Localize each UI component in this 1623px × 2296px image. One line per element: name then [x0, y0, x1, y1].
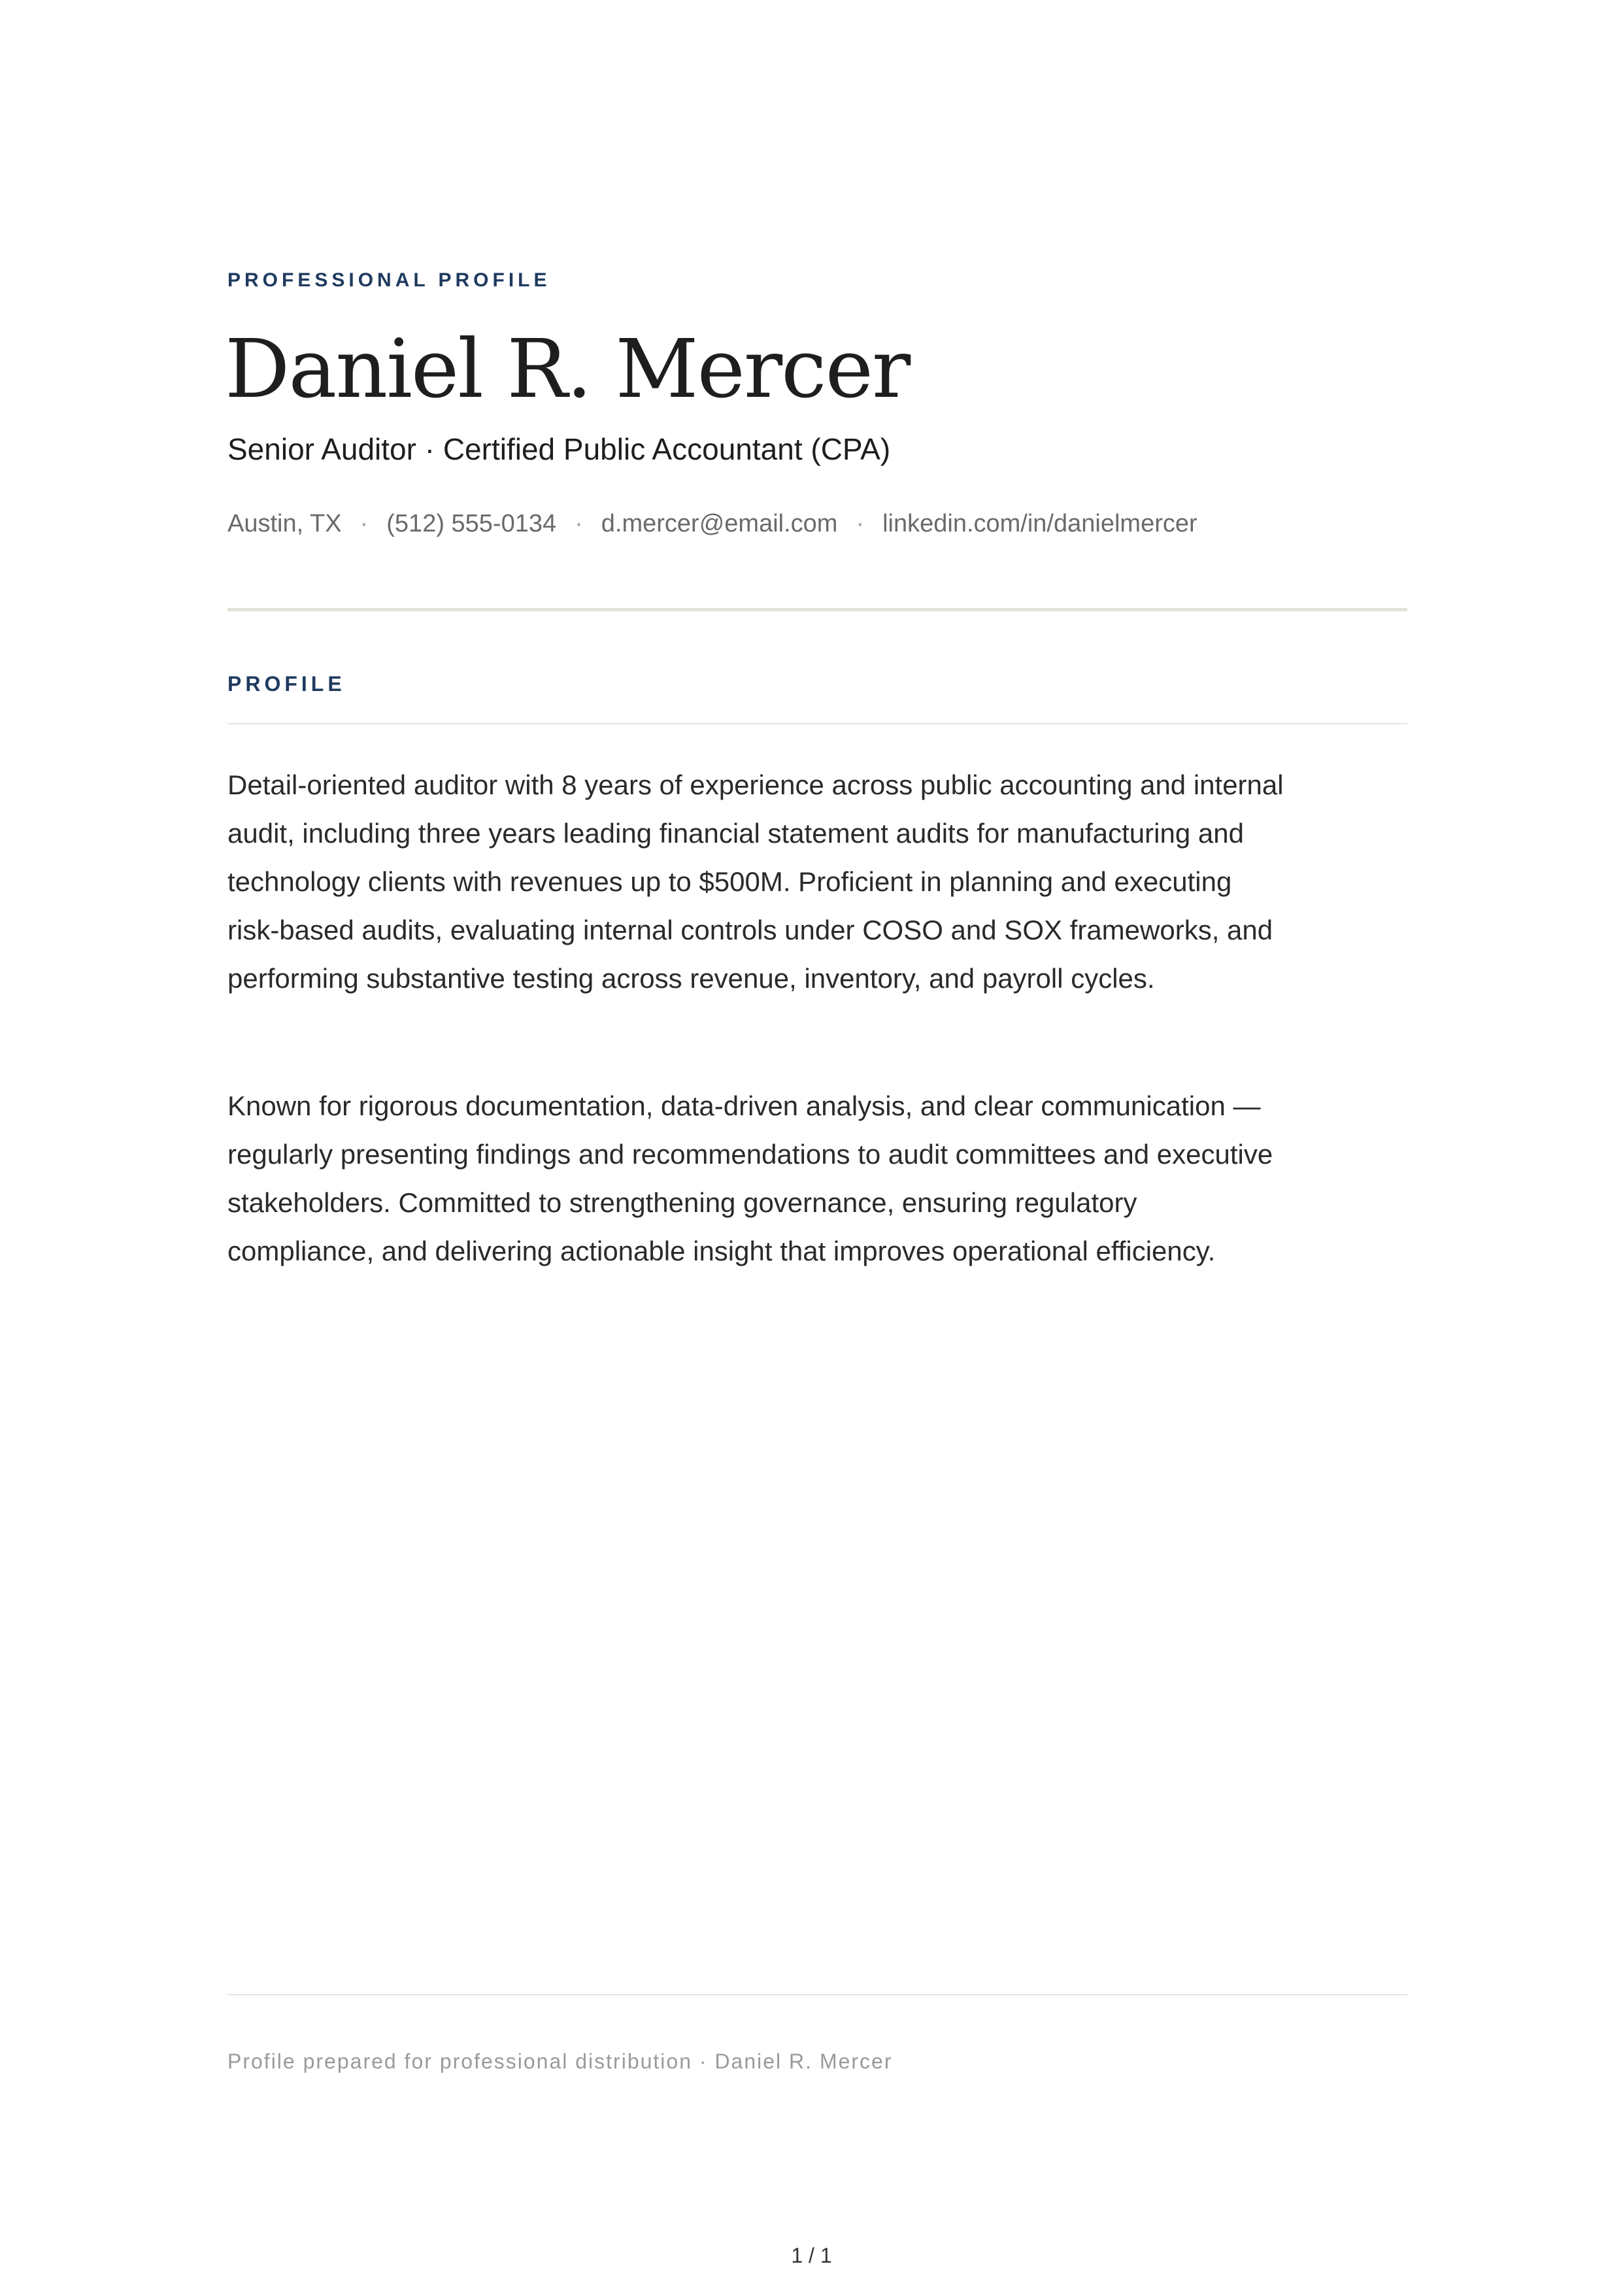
contact-separator: · [575, 510, 583, 537]
contact-linkedin: linkedin.com/in/danielmercer [882, 510, 1197, 537]
footer-note: Profile prepared for professional distribution · Daniel R. Mercer [227, 2050, 893, 2073]
footer-divider [227, 1994, 1407, 1995]
job-title: Senior Auditor · Certified Public Accountant (CPA) [227, 432, 891, 466]
person-name: Daniel R. Mercer [225, 322, 910, 416]
page-number: 1 / 1 [791, 2244, 832, 2267]
contact-line [227, 510, 1197, 538]
contact-phone: (512) 555-0134 [386, 510, 557, 537]
contact-separator: · [360, 510, 369, 537]
contact-email: d.mercer@email.com [601, 510, 838, 537]
profile-paragraph: Detail-oriented auditor with 8 years of experience across public accounting and internal audit, including three years leading financial statement audits for manufacturing and technology clients with revenues up to $500M. Proficient in planning and executing risk-based audits, evaluating internal controls under COSO and SOX frameworks, and performing substantive testing across revenue, inventory, and payroll cycles. [227, 769, 1284, 994]
contact-location: Austin, TX [227, 510, 342, 537]
contact-separator: · [856, 510, 865, 537]
profile-paragraph: Known for rigorous documentation, data-driven analysis, and clear communication — regularly presenting findings and recommendations to audit committees and executive stakeholders. Committed to strengthening governance, ensuring regulatory compliance, and delivering actionable insight that improves operational efficiency. [227, 1090, 1273, 1266]
section-title-profile: PROFILE [227, 672, 346, 696]
profile-eyebrow: PROFESSIONAL PROFILE [227, 269, 551, 291]
section-divider [227, 723, 1407, 724]
header-divider [227, 608, 1407, 611]
